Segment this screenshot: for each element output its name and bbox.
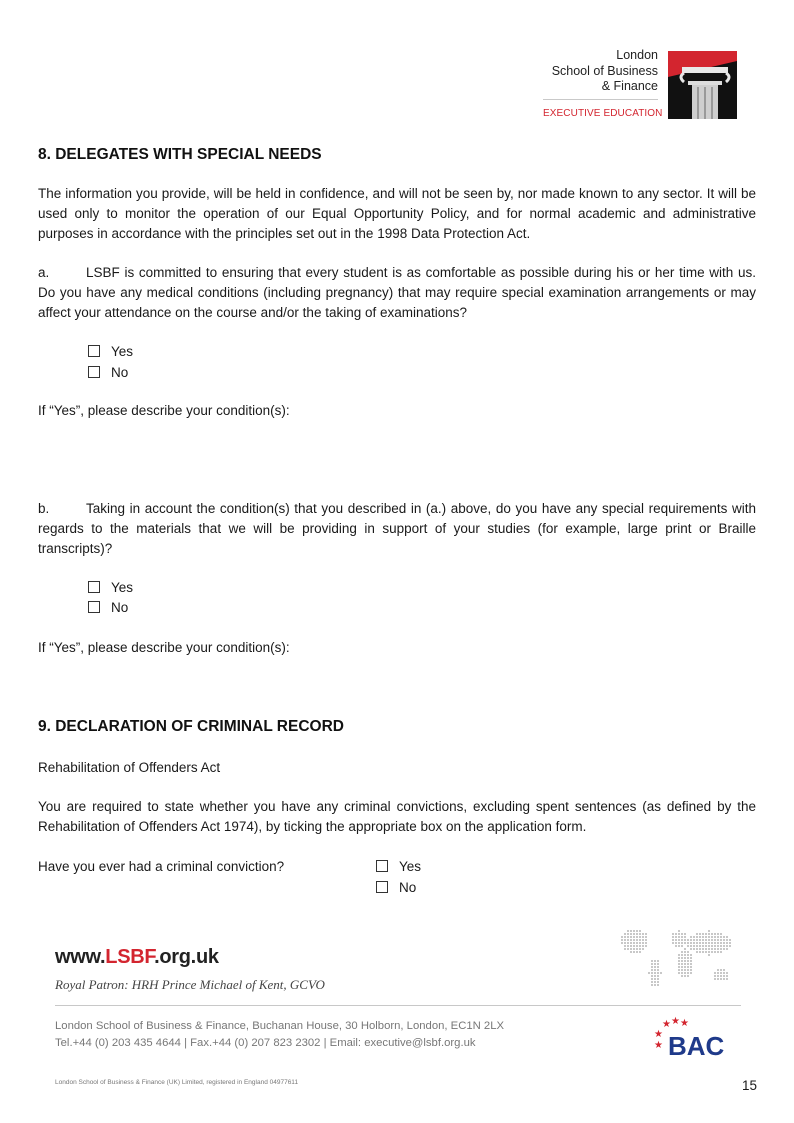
- bac-wordmark: BAC: [668, 1031, 725, 1059]
- conviction-no-option[interactable]: [376, 878, 416, 898]
- www-suffix: .org.uk: [154, 946, 219, 968]
- page-number: 15: [741, 1078, 757, 1093]
- question-a-body: LSBF is committed to ensuring that every student is as comfortable as possible during his or her time with us. Do you have any medical conditions (including pregnancy) that may require special examination arrangements or may affect your attendance on the course and/or the taking of examinations?: [38, 265, 756, 320]
- logo-tagline: EXECUTIVE EDUCATION: [543, 108, 663, 119]
- svg-text:★: ★: [654, 1040, 663, 1051]
- question-a-text: [38, 263, 756, 323]
- checkbox-icon[interactable]: [376, 881, 388, 893]
- world-map-icon: [616, 922, 740, 997]
- question-a-no-option[interactable]: [88, 363, 128, 383]
- section-8-intro: The information you provide, will be held in confidence, and will not be seen by, nor made known to any sector. It will be used only to monitor the operation of our Equal Opportunity Policy, and for normal academic and administrative purposes in accordance with the principles set out in the 1998 Data Protection Act.: [38, 186, 756, 241]
- question-b-describe-prompt: If “Yes”, please describe your condition(s):: [38, 640, 290, 655]
- footer-address-block: [55, 1018, 504, 1052]
- www-prefix: www.: [55, 946, 106, 968]
- svg-text:★: ★: [662, 1019, 671, 1030]
- question-a-no-label: No: [111, 365, 129, 380]
- logo-line-2: School of Business: [551, 63, 658, 78]
- royal-patron: Royal Patron: HRH Prince Michael of Kent, GCVO: [55, 977, 325, 992]
- checkbox-icon[interactable]: [88, 581, 100, 593]
- logo-wordmark: [552, 48, 658, 95]
- logo-line-1: London: [616, 48, 658, 62]
- question-a-label: a.: [38, 265, 50, 280]
- question-a-yes-option[interactable]: [88, 342, 133, 362]
- www-brand: LSBF: [105, 946, 155, 968]
- checkbox-icon[interactable]: [88, 345, 100, 357]
- footer-contact: Tel.+44 (0) 203 435 4644 | Fax.+44 (0) 207 823 2302 | Email: executive@lsbf.org.uk: [55, 1037, 476, 1049]
- question-b-yes-label: Yes: [111, 580, 134, 595]
- registration-note: London School of Business & Finance (UK) Limited, registered in England 04977611: [55, 1079, 299, 1086]
- question-b-text: [38, 499, 756, 559]
- logo-line-3: & Finance: [601, 79, 658, 93]
- question-b-no-option[interactable]: [88, 598, 128, 618]
- question-b-yes-option[interactable]: [88, 578, 133, 598]
- conviction-yes-option[interactable]: [376, 857, 421, 877]
- svg-text:★: ★: [654, 1029, 663, 1040]
- section-8-heading: 8. DELEGATES WITH SPECIAL NEEDS: [38, 146, 322, 163]
- bac-accreditation-logo: [648, 1015, 732, 1059]
- checkbox-icon[interactable]: [88, 601, 100, 613]
- question-b-label: b.: [38, 501, 50, 516]
- question-a-yes-label: Yes: [111, 344, 134, 359]
- checkbox-icon[interactable]: [88, 366, 100, 378]
- svg-text:★: ★: [671, 1016, 680, 1027]
- footer-divider: [55, 1005, 741, 1006]
- checkbox-icon[interactable]: [376, 860, 388, 872]
- section-9-heading: 9. DECLARATION OF CRIMINAL RECORD: [38, 718, 344, 735]
- footer-address: London School of Business & Finance, Buchanan House, 30 Holborn, London, EC1N 2LX: [55, 1020, 505, 1032]
- question-a-describe-prompt: If “Yes”, please describe your condition(s):: [38, 403, 290, 418]
- conviction-no-label: No: [399, 880, 417, 895]
- question-b-no-label: No: [111, 600, 129, 615]
- conviction-yes-label: Yes: [399, 859, 422, 874]
- column-logo-icon: [668, 51, 737, 119]
- criminal-conviction-question: Have you ever had a criminal conviction?: [38, 859, 285, 874]
- question-b-body: Taking in account the condition(s) that you described in (a.) above, do you have any special requirements with regards to the materials that we will be providing in support of your studies (for example, large print or Braille transcripts)?: [38, 501, 756, 556]
- section-9-text: You are required to state whether you have any criminal convictions, excluding spent sentences (as defined by the Rehabilitation of Offenders Act 1974), by ticking the appropriate box on the application form.: [38, 799, 756, 834]
- section-9-subtitle: Rehabilitation of Offenders Act: [38, 760, 221, 775]
- website-link[interactable]: [55, 946, 219, 969]
- svg-text:★: ★: [680, 1018, 689, 1029]
- logo-divider: [543, 99, 658, 100]
